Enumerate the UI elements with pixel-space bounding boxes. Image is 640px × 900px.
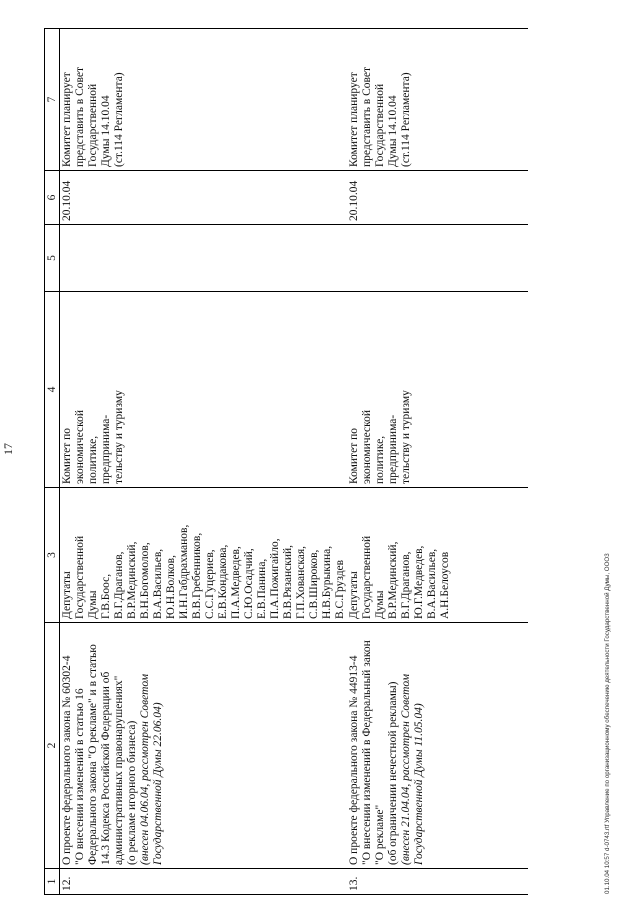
author-line: С.Ю.Осадчий,	[243, 548, 255, 619]
author-line: В.Р.Мединский,	[126, 541, 138, 619]
col5-cell	[60, 225, 348, 292]
committee-line: Комитет по	[348, 428, 360, 484]
committee-line: Комитет по	[61, 428, 73, 484]
bill-status-note: Государственной Думы 22.06.04)	[152, 702, 164, 865]
author-line: Г.П.Хованская,	[295, 545, 307, 619]
author-line: Думы	[374, 590, 386, 619]
authors-cell	[60, 488, 348, 623]
bill-title-line: Федерального закона "О рекламе" и в статью	[87, 644, 99, 865]
author-line: П.А.Медведев,	[230, 546, 242, 619]
author-line: А.Н.Белоусов	[439, 551, 451, 619]
note-line: представить в Совет	[361, 66, 373, 167]
footer-text: 01.10.04 10:57 d-0743.rtf Управление по организационному обеспечению деятельности Государственной Думы, ООО3	[604, 553, 611, 894]
note-line: Государственной	[87, 83, 99, 167]
note-line: представить в Совет	[74, 66, 86, 167]
author-line: Е.В.Кондакова,	[217, 544, 229, 619]
author-line: В.С.Груздев	[334, 559, 346, 619]
bill-title-line: О проекте федерального закона № 44913-4	[348, 655, 360, 865]
note-line: Думы 14.10.04	[100, 95, 112, 167]
col-header: 3	[45, 488, 60, 623]
authors-cell	[347, 488, 528, 623]
committee-line: экономической	[74, 410, 86, 484]
author-line: Ю.Н.Волков,	[165, 555, 177, 619]
committee-cell	[347, 292, 528, 488]
col5-cell	[347, 225, 528, 292]
col-header: 5	[45, 225, 60, 292]
author-line: Думы	[87, 590, 99, 619]
col-header: 4	[45, 292, 60, 488]
table-row	[347, 29, 528, 895]
note-line: Комитет планирует	[61, 72, 73, 167]
table-row	[60, 29, 348, 895]
col-header: 2	[45, 623, 60, 869]
author-line: В.В.Рязанский,	[282, 544, 294, 619]
bills-table	[44, 28, 528, 895]
committee-line: экономической	[361, 410, 373, 484]
committee-line: тельству и туризму	[400, 390, 412, 484]
date-cell: 20.10.04	[347, 171, 528, 225]
col-header: 6	[45, 171, 60, 225]
author-line: И.Н.Габдрахманов,	[178, 524, 190, 619]
header-row	[45, 29, 60, 895]
bill-status-note: Государственной Думы 11.05.04)	[413, 703, 425, 865]
note-line: (ст.114 Регламента)	[400, 72, 412, 167]
bill-title-line: "О внесении изменений в статью 16	[74, 688, 86, 865]
note-line: (ст.114 Регламента)	[113, 72, 125, 167]
committee-line: политике,	[374, 435, 386, 484]
note-line: Думы 14.10.04	[387, 95, 399, 167]
author-line: П.А.Пожигайло,	[269, 538, 281, 619]
author-line: В.А.Васильев,	[152, 548, 164, 619]
author-line: Депутаты	[348, 571, 360, 619]
author-line: Г.В.Боос,	[100, 573, 112, 619]
date-cell: 20.10.04	[60, 171, 348, 225]
row-number: 13.	[347, 869, 528, 895]
author-line: В.А.Васильев,	[426, 548, 438, 619]
bill-title-line: (о рекламе игорного бизнеса)	[126, 720, 138, 865]
bill-title-line: административных правонарушениях"	[113, 675, 125, 865]
bill-title-cell	[347, 623, 528, 869]
committee-line: тельству и туризму	[113, 390, 125, 484]
author-line: В.Г.Драганов,	[113, 551, 125, 619]
author-line: Н.В.Бурыкина,	[321, 545, 333, 619]
author-line: Ю.Г.Медведев,	[413, 545, 425, 619]
note-cell	[347, 29, 528, 171]
bill-title-line: "О рекламе"	[374, 804, 386, 865]
bill-title-line: О проекте федерального закона № 60302-4	[61, 655, 73, 865]
bill-title-line: "О внесении изменений в Федеральный закон	[361, 640, 373, 865]
note-line: Государственной	[374, 83, 386, 167]
col-header: 1	[45, 869, 60, 895]
committee-line: предпринима-	[100, 414, 112, 484]
bill-title-line: 14.3 Кодекса Российской Федерации об	[100, 671, 112, 865]
row-number: 12.	[60, 869, 348, 895]
author-line: В.Р.Мединский,	[387, 541, 399, 619]
committee-line: предпринима-	[387, 414, 399, 484]
author-line: В.Н.Богомолов,	[139, 542, 151, 619]
author-line: С.С.Гуцериев,	[204, 549, 216, 619]
author-line: Государственной	[361, 535, 373, 619]
author-line: Депутаты	[61, 571, 73, 619]
bill-status-note: (внесен 04.06.04, рассмотрен Советом	[139, 673, 151, 865]
author-line: Государственной	[74, 535, 86, 619]
author-line: Е.В.Панина,	[256, 558, 268, 619]
note-line: Комитет планирует	[348, 72, 360, 167]
committee-cell	[60, 292, 348, 488]
bill-title-line: (об ограничении нечестной рекламы)	[387, 681, 399, 865]
note-cell	[60, 29, 348, 171]
author-line: В.Г.Драганов,	[400, 551, 412, 619]
bill-title-cell	[60, 623, 348, 869]
author-line: В.В.Гребенников,	[191, 532, 203, 619]
committee-line: политике,	[87, 435, 99, 484]
author-line: С.В.Широков,	[308, 549, 320, 619]
col-header: 7	[45, 29, 60, 171]
bill-status-note: (внесен 21.04.04, рассмотрен Советом	[400, 673, 412, 865]
page-number: 17	[1, 443, 15, 455]
